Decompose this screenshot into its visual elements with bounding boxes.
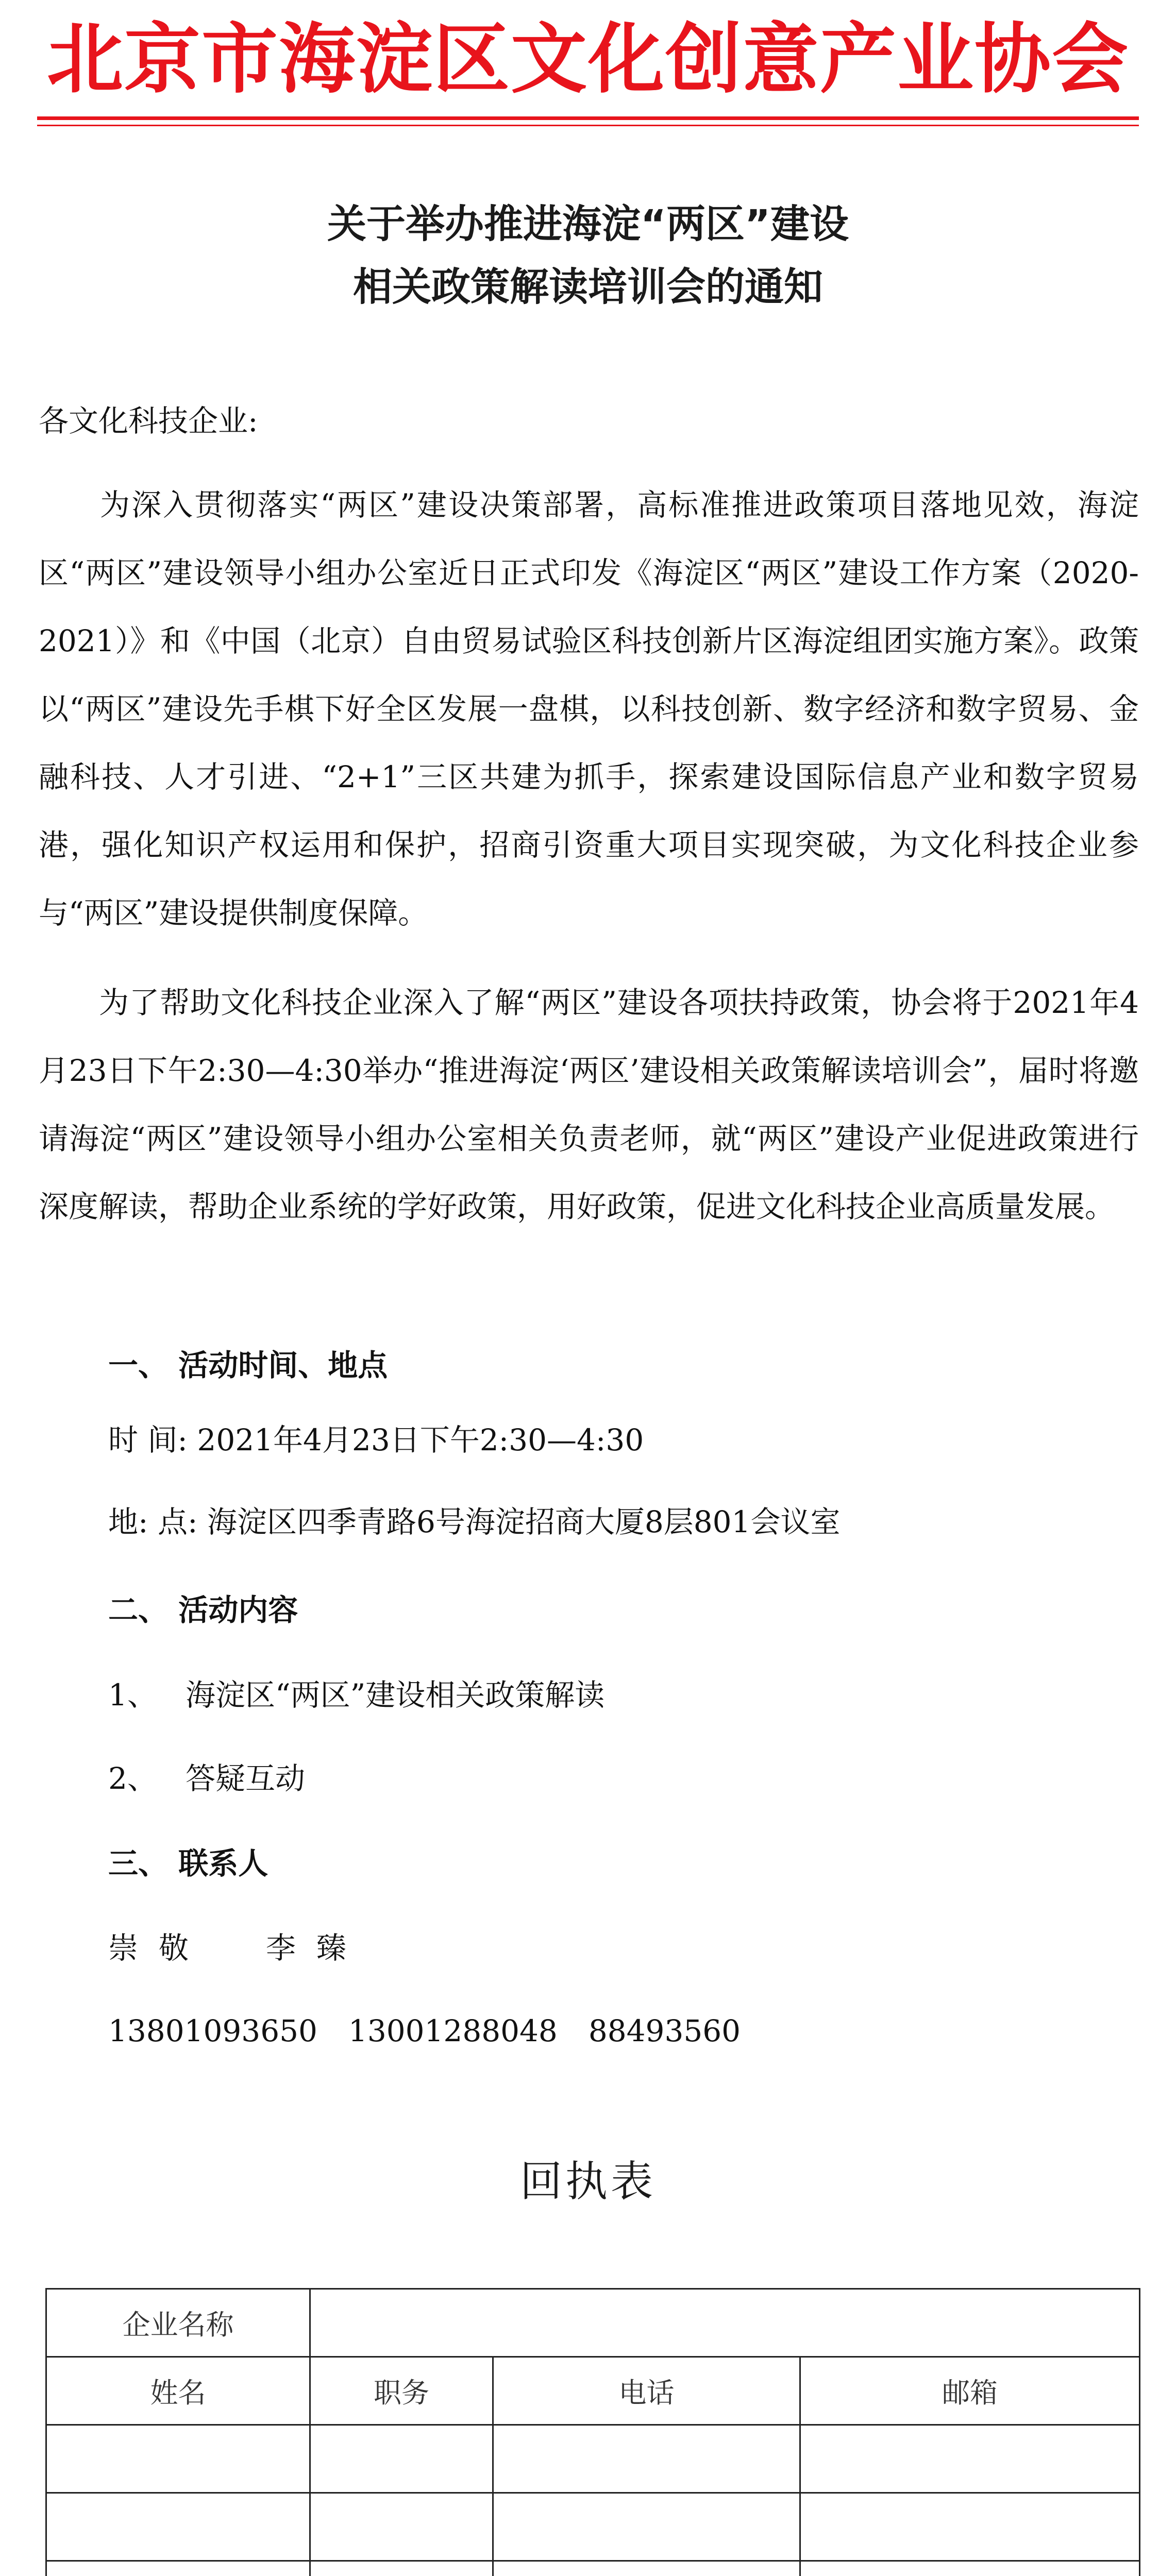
email-cell[interactable]	[800, 2493, 1140, 2561]
contact-phone-1: 13801093650	[108, 2013, 317, 2048]
company-row	[46, 2289, 1140, 2357]
name-cell[interactable]	[46, 2493, 310, 2561]
salutation: 各文化科技企业:	[39, 403, 258, 438]
position-cell[interactable]	[310, 2425, 493, 2493]
section-heading-time-place: 一、 活动时间、地点	[108, 1348, 388, 1383]
receipt-table	[45, 2288, 1140, 2576]
column-header-email: 邮箱	[800, 2357, 1140, 2425]
contact-name-2: 李臻	[266, 1930, 367, 1965]
notice-title-line-2: 相关政策解读培训会的通知	[353, 264, 823, 310]
paragraph-background-text: 为深入贯彻落实“两区”建设决策部署，高标准推进政策项目落地见效，海淀区“两区”建设领导小组办公室近日正式印发《海淀区“两区”建设工作方案（2020-2021）》和《中国（北京）自由贸易试验区科技创新片区海淀组团实施方案》。政策以“两区”建设先手棋下好全区发展一盘棋，以科技创新、数字经济和数字贸易、金融科技、人才引进、“2+1”三区共建为抓手，探索建设国际信息产业和数字贸易港，强化知识产权运用和保护，招商引资重大项目实现突破，为文化科技企业参与“两区”建设提供制度保障。	[39, 487, 1139, 930]
organization-masthead: 北京市海淀区文化创意产业协会	[47, 15, 1129, 104]
company-name-cell[interactable]	[310, 2289, 1140, 2357]
company-name-label: 企业名称	[46, 2289, 310, 2357]
content-item-1-text: 海淀区“两区”建设相关政策解读	[186, 1677, 605, 1713]
contact-phone-2: 13001288048	[348, 2013, 558, 2048]
contact-phones	[108, 2005, 771, 2057]
name-cell[interactable]	[46, 2425, 310, 2493]
event-time-line: 时 间: 2021年4月23日下午2:30—4:30	[108, 1422, 644, 1458]
contact-phone-3: 88493560	[588, 2013, 741, 2048]
contact-name-1: 崇敬	[108, 1930, 210, 1965]
section-heading-content: 二、 活动内容	[108, 1592, 298, 1628]
column-header-phone: 电话	[493, 2357, 800, 2425]
email-cell[interactable]	[800, 2425, 1140, 2493]
phone-cell[interactable]	[493, 2493, 800, 2561]
section-heading-contacts: 三、 联系人	[108, 1846, 268, 1881]
email-cell[interactable]	[800, 2561, 1140, 2576]
name-cell[interactable]	[46, 2561, 310, 2576]
masthead-thick-rule	[37, 116, 1139, 120]
paragraph-background	[39, 471, 1139, 947]
paragraph-purpose-text: 为了帮助文化科技企业深入了解“两区”建设各项扶持政策，协会将于2021年4月23日下午2:30—4:30举办“推进海淀‘两区’建设相关政策解读培训会”，届时将邀请海淀“两区”建设领导小组办公室相关负责老师，就“两区”建设产业促进政策进行深度解读，帮助企业系统的学好政策，用好政策，促进文化科技企业高质量发展。	[39, 985, 1139, 1224]
event-place-line: 地: 点: 海淀区四季青路6号海淀招商大厦8层801会议室	[108, 1504, 841, 1539]
receipt-title: 回执表	[519, 2157, 656, 2206]
content-item-1-number: 1、	[108, 1677, 157, 1713]
table-row	[46, 2425, 1140, 2493]
paragraph-purpose	[39, 969, 1139, 1241]
content-item-2-number: 2、	[108, 1761, 157, 1796]
table-row	[46, 2561, 1140, 2576]
content-item-2	[108, 1753, 305, 1804]
content-item-2-text: 答疑互动	[186, 1761, 306, 1796]
masthead-thin-rule	[37, 125, 1139, 126]
phone-cell[interactable]	[493, 2561, 800, 2576]
column-header-row	[46, 2357, 1140, 2425]
column-header-name: 姓名	[46, 2357, 310, 2425]
column-header-position: 职务	[310, 2357, 493, 2425]
position-cell[interactable]	[310, 2561, 493, 2576]
phone-cell[interactable]	[493, 2425, 800, 2493]
content-item-1	[108, 1669, 604, 1721]
notice-title-line-1: 关于举办推进海淀“两区”建设	[327, 201, 849, 247]
table-row	[46, 2493, 1140, 2561]
contact-names	[108, 1922, 424, 1974]
position-cell[interactable]	[310, 2493, 493, 2561]
